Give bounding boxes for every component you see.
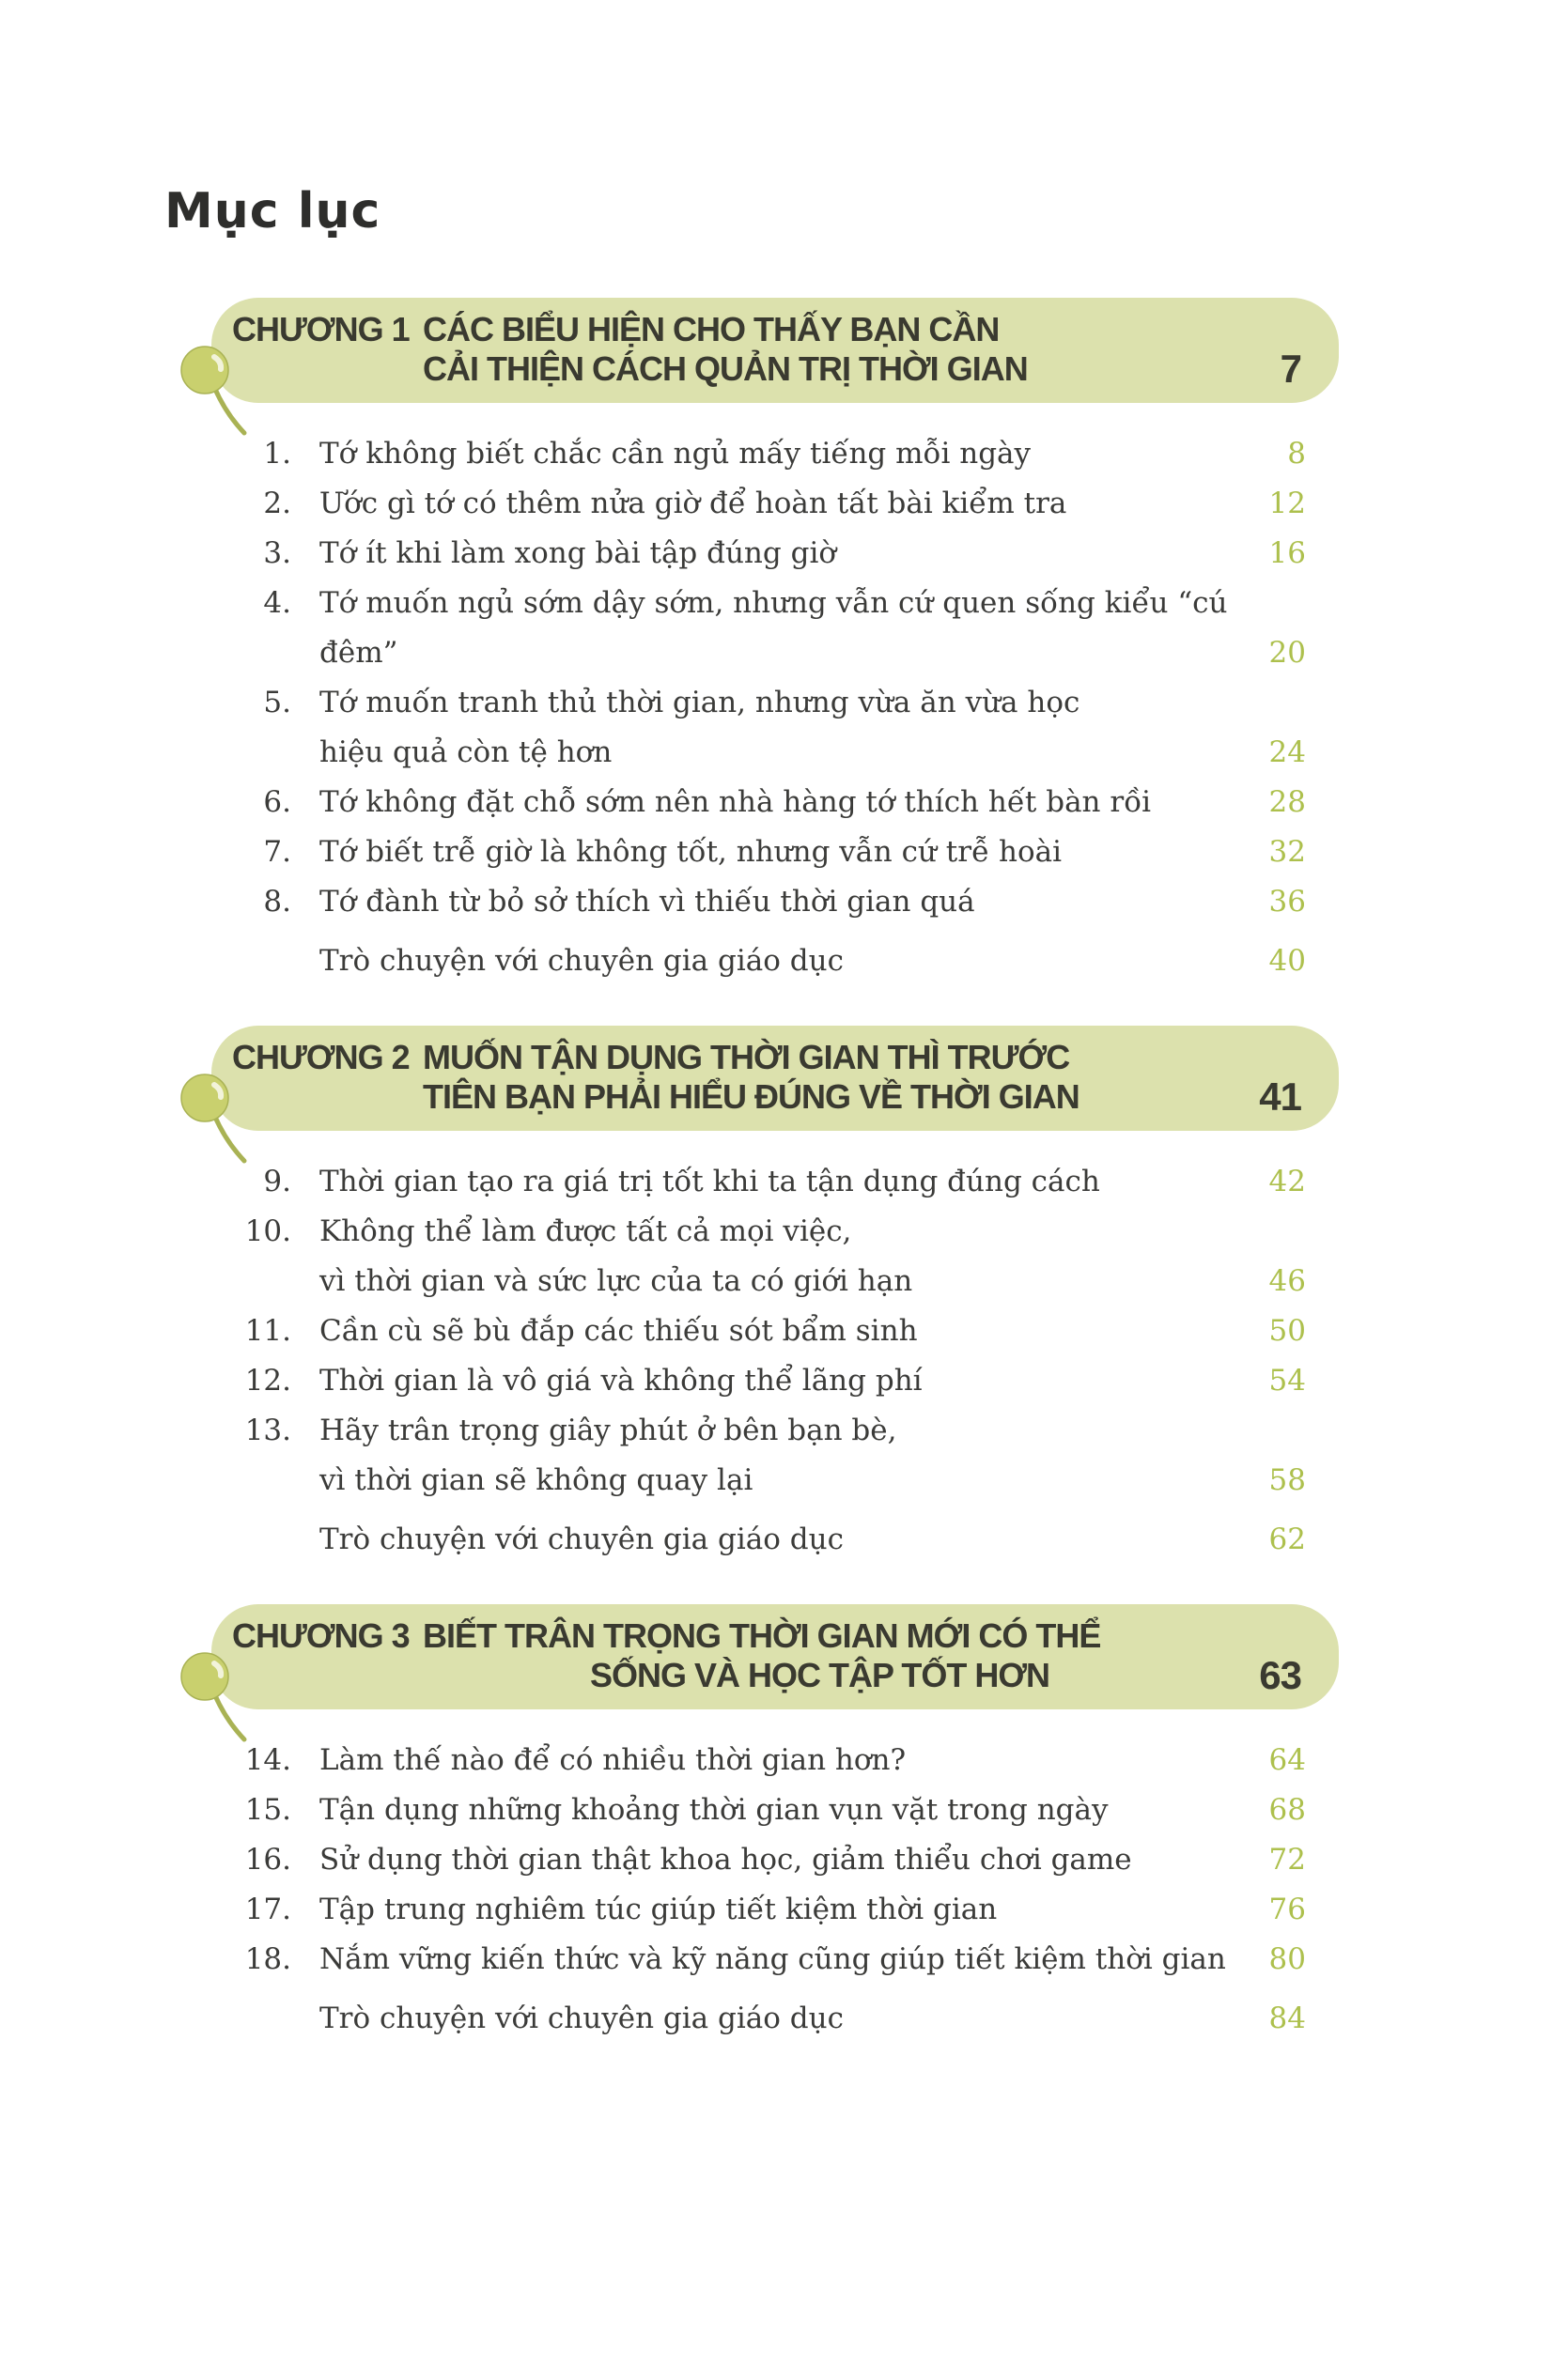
item-text-line: vì thời gian và sức lực của ta có giới hạn: [319, 1264, 913, 1298]
chapter-banner: [211, 1604, 1339, 1709]
item-page-number: 68: [1268, 1793, 1306, 1827]
chapter-items: [211, 1709, 1339, 2083]
item-number: [211, 1515, 291, 1565]
item-text-line: Ước gì tớ có thêm nửa giờ để hoàn tất bài kiểm tra: [319, 487, 1067, 520]
item-number: 6.: [263, 785, 291, 819]
toc-row: [211, 1835, 1339, 1885]
item-number: 12.: [244, 1364, 291, 1398]
toc-row: [211, 579, 1339, 678]
item-text-line: Hãy trân trọng giây phút ở bên bạn bè,: [319, 1414, 897, 1447]
item-number: 2.: [263, 487, 291, 520]
chapter-title: [423, 1616, 1217, 1695]
item-text: [291, 429, 1254, 479]
item-text: [291, 1406, 1254, 1506]
chapter-title-line1: BIẾT TRÂN TRỌNG THỜI GIAN MỚI CÓ THỂ: [423, 1616, 1101, 1655]
item-text-line: Tớ muốn ngủ sớm dậy sớm, nhưng vẫn cứ quen sống kiểu “cú đêm”: [319, 586, 1228, 670]
item-text-line: Sử dụng thời gian thật khoa học, giảm thiểu chơi game: [319, 1843, 1132, 1877]
item-number: [211, 1994, 291, 2044]
toc-row: [211, 1356, 1339, 1406]
item-text-line: Tận dụng những khoảng thời gian vụn vặt trong ngày: [319, 1793, 1109, 1827]
item-text: [291, 1356, 1254, 1406]
item-number: 14.: [244, 1743, 291, 1777]
item-text-line: Tớ không đặt chỗ sớm nên nhà hàng tớ thích hết bàn rồi: [319, 785, 1152, 819]
item-text-line: Trò chuyện với chuyên gia giáo dục: [319, 1522, 844, 1556]
item-number: 10.: [244, 1214, 291, 1248]
item-text-line: Tập trung nghiêm túc giúp tiết kiệm thời gian: [319, 1893, 998, 1926]
item-number: 1.: [263, 437, 291, 471]
item-text-line: Thời gian là vô giá và không thể lãng phí: [319, 1364, 923, 1398]
toc-row: [211, 1515, 1339, 1565]
item-page-number: 50: [1268, 1314, 1306, 1348]
chapter-banner: [211, 298, 1339, 403]
item-text-line: Cần cù sẽ bù đắp các thiếu sót bẩm sinh: [319, 1314, 918, 1348]
toc-row: [211, 1994, 1339, 2044]
toc-row: [211, 877, 1339, 927]
toc-row: [211, 1207, 1339, 1306]
item-number: 7.: [263, 835, 291, 869]
item-number: 9.: [263, 1165, 291, 1198]
item-page-number: 62: [1268, 1522, 1306, 1556]
item-page-number: 64: [1268, 1743, 1306, 1777]
toc-row: [211, 1157, 1339, 1207]
item-number: 18.: [244, 1942, 291, 1976]
chapter-title: [423, 1038, 1217, 1117]
item-number: 17.: [244, 1893, 291, 1926]
page-title: Mục lục: [164, 183, 381, 240]
toc-row: [211, 1785, 1339, 1835]
item-text-line: Tớ biết trễ giờ là không tốt, nhưng vẫn cứ trễ hoài: [319, 835, 1063, 869]
item-text-line: hiệu quả còn tệ hơn: [319, 735, 613, 769]
item-page-number: 42: [1268, 1165, 1306, 1198]
chapter-title: [423, 310, 1217, 389]
item-text-line: Nắm vững kiến thức và kỹ năng cũng giúp tiết kiệm thời gian: [319, 1942, 1226, 1976]
toc-page: [0, 183, 1553, 2380]
chapter-page-number: 41: [1259, 1074, 1301, 1119]
toc-row: [211, 778, 1339, 827]
chapter-title-line2: SỐNG VÀ HỌC TẬP TỐT HƠN: [589, 1656, 1050, 1694]
item-text: [291, 936, 1254, 986]
item-text-line: Tớ ít khi làm xong bài tập đúng giờ: [319, 536, 837, 570]
item-text: [291, 579, 1254, 678]
item-number: 15.: [244, 1793, 291, 1827]
item-number: 16.: [244, 1843, 291, 1877]
item-text-line: Thời gian tạo ra giá trị tốt khi ta tận dụng đúng cách: [319, 1165, 1100, 1198]
toc-row: [211, 936, 1339, 986]
item-text: [291, 1306, 1254, 1356]
item-text: [291, 1207, 1254, 1306]
item-page-number: 80: [1268, 1942, 1306, 1976]
item-page-number: 84: [1268, 2001, 1306, 2035]
toc-row: [211, 1935, 1339, 1985]
item-page-number: 36: [1268, 885, 1306, 919]
item-text-line: Tớ đành từ bỏ sở thích vì thiếu thời gian quá: [319, 885, 975, 919]
chapters: [211, 298, 1339, 2083]
item-text: [291, 1885, 1254, 1935]
item-text-line: Trò chuyện với chuyên gia giáo dục: [319, 944, 844, 978]
item-page-number: 54: [1268, 1364, 1306, 1398]
item-text: [291, 1835, 1254, 1885]
item-text: [291, 1515, 1254, 1565]
item-text: [291, 1736, 1254, 1785]
item-text-line: Làm thế nào để có nhiều thời gian hơn?: [319, 1743, 907, 1777]
item-text: [291, 678, 1254, 778]
chapter-label: CHƯƠNG 2: [232, 1038, 410, 1076]
toc-row: [211, 429, 1339, 479]
item-text: [291, 827, 1254, 877]
chapter-page-number: 7: [1280, 347, 1301, 391]
item-text: [291, 877, 1254, 927]
item-page-number: 76: [1268, 1893, 1306, 1926]
chapter-items: [211, 403, 1339, 1026]
item-page-number: 24: [1268, 735, 1306, 769]
chapter-title-line1: MUỐN TẬN DỤNG THỜI GIAN THÌ TRƯỚC: [423, 1038, 1070, 1076]
item-number: 3.: [263, 536, 291, 570]
chapter-items: [211, 1131, 1339, 1604]
item-text: [291, 1157, 1254, 1207]
item-text-line: Tớ muốn tranh thủ thời gian, nhưng vừa ăn vừa học: [319, 686, 1080, 719]
item-text-line: Trò chuyện với chuyên gia giáo dục: [319, 2001, 844, 2035]
toc-row: [211, 529, 1339, 579]
chapter-section: [211, 1026, 1339, 1604]
chapter-title-line1: CÁC BIỂU HIỆN CHO THẤY BẠN CẦN: [423, 310, 1000, 348]
chapter-section: [211, 1604, 1339, 2083]
item-number: 11.: [244, 1314, 291, 1348]
item-page-number: 28: [1268, 785, 1306, 819]
item-text: [291, 1785, 1254, 1835]
item-number: [211, 936, 291, 986]
item-page-number: 58: [1268, 1463, 1306, 1497]
chapter-page-number: 63: [1259, 1653, 1301, 1697]
toc-row: [211, 678, 1339, 778]
chapter-label: CHƯƠNG 3: [232, 1616, 410, 1655]
item-text: [291, 778, 1254, 827]
item-text-line: Không thể làm được tất cả mọi việc,: [319, 1214, 852, 1248]
toc-row: [211, 1306, 1339, 1356]
item-text-line: vì thời gian sẽ không quay lại: [319, 1463, 753, 1497]
item-number: 4.: [263, 586, 291, 620]
item-page-number: 72: [1268, 1843, 1306, 1877]
item-page-number: 40: [1268, 944, 1306, 978]
item-page-number: 32: [1268, 835, 1306, 869]
chapter-section: [211, 298, 1339, 1026]
item-text: [291, 479, 1254, 529]
item-page-number: 8: [1287, 437, 1306, 471]
item-number: 13.: [244, 1414, 291, 1447]
chapter-title-line2: TIÊN BẠN PHẢI HIỂU ĐÚNG VỀ THỜI GIAN: [423, 1077, 1079, 1116]
item-text: [291, 529, 1254, 579]
toc-row: [211, 1736, 1339, 1785]
item-text: [291, 1935, 1254, 1985]
chapter-banner: [211, 1026, 1339, 1131]
toc-row: [211, 827, 1339, 877]
item-page-number: 16: [1268, 536, 1306, 570]
item-page-number: 20: [1268, 636, 1306, 670]
toc-row: [211, 1406, 1339, 1506]
item-page-number: 46: [1268, 1264, 1306, 1298]
toc-row: [211, 1885, 1339, 1935]
item-number: 8.: [263, 885, 291, 919]
chapter-title-line2: CẢI THIỆN CÁCH QUẢN TRỊ THỜI GIAN: [423, 349, 1028, 388]
chapter-label: CHƯƠNG 1: [232, 310, 410, 348]
item-number: 5.: [263, 686, 291, 719]
item-text-line: Tớ không biết chắc cần ngủ mấy tiếng mỗi ngày: [319, 437, 1032, 471]
item-text: [291, 1994, 1254, 2044]
toc-row: [211, 479, 1339, 529]
item-page-number: 12: [1268, 487, 1306, 520]
